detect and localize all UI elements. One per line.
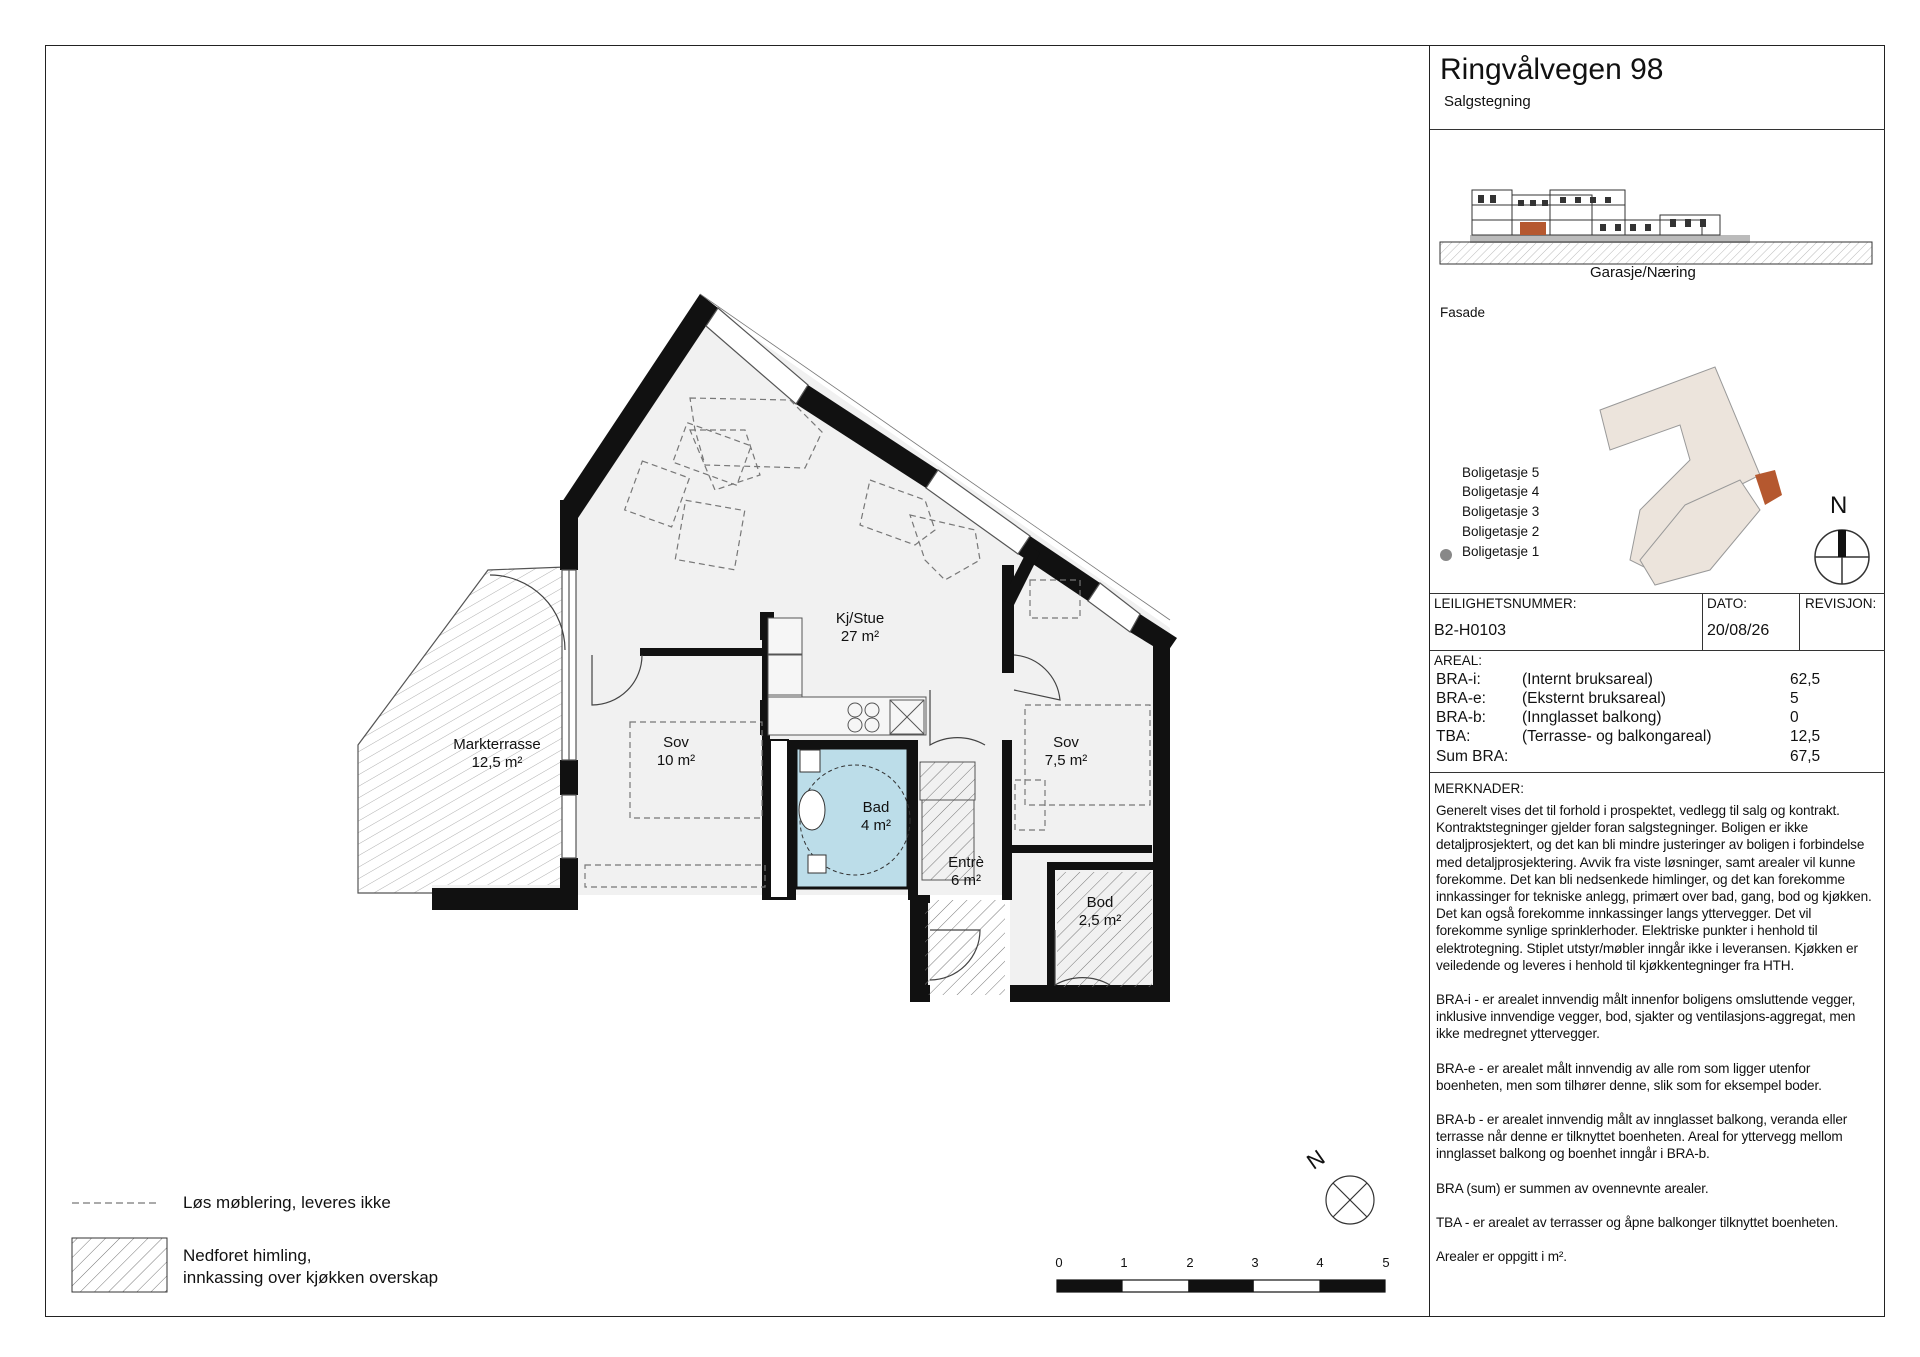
room-label-entry	[948, 854, 984, 890]
areal-code: TBA:	[1436, 728, 1471, 745]
scale-tick-4: 4	[1316, 1255, 1324, 1270]
merknader-notes	[1436, 802, 1880, 1265]
room-area: 12,5 m²	[471, 754, 523, 771]
plan-north-label: N	[1301, 1144, 1330, 1175]
floor-item-3: Boligetasje 3	[1462, 504, 1540, 519]
room-area: 4 m²	[861, 817, 891, 834]
scale-tick-3: 3	[1251, 1255, 1259, 1270]
title-block	[1429, 45, 1885, 1317]
facade-caption: Fasade	[1440, 305, 1486, 320]
legend-hatch-text-2: innkassing over kjøkken overskap	[183, 1268, 439, 1287]
project-subtitle: Salgstegning	[1444, 93, 1531, 110]
room-area: 27 m²	[840, 628, 880, 645]
legend-dashed-text: Løs møblering, leveres ikke	[183, 1193, 391, 1212]
scale-tick-5: 5	[1382, 1255, 1390, 1270]
areal-desc: (Internt bruksareal)	[1522, 671, 1653, 688]
note-paragraph: BRA (sum) er summen av ovennevnte arealer.	[1436, 1180, 1709, 1196]
room-area: 10 m²	[656, 752, 696, 769]
room-area: 7,5 m²	[1044, 752, 1088, 769]
areal-value: 12,5	[1790, 728, 1821, 745]
note-paragraph: Arealer er oppgitt i m².	[1436, 1249, 1567, 1265]
room-label-terrace	[453, 736, 541, 772]
project-title: Ringvålvegen 98	[1440, 53, 1664, 86]
terrace-deck	[358, 567, 565, 893]
note-paragraph: BRA-e - er arealet målt innvendig av alle rom som ligger utenfor boenheten, men som tilhører denne, slik som for eksempel boder.	[1436, 1060, 1822, 1093]
note-paragraph: TBA - er arealet av terrasser og åpne balkonger tilknyttet boenheten.	[1436, 1214, 1839, 1230]
room-name: Entrè	[948, 854, 984, 871]
room-label-bedroom-2	[1045, 734, 1088, 770]
areal-desc: (Innglasset balkong)	[1522, 709, 1662, 726]
facade-garage-label: Garasje/Næring	[1590, 264, 1696, 281]
room-name: Kj/Stue	[835, 610, 885, 627]
floor-item-2: Boligetasje 2	[1462, 524, 1540, 539]
room-label-bathroom	[861, 799, 891, 835]
areal-code: BRA-i:	[1436, 671, 1481, 688]
legend-hatch-text-1: Nedforet himling,	[183, 1246, 312, 1265]
room-label-storage	[1079, 894, 1122, 930]
areal-desc: (Terrasse- og balkongareal)	[1522, 728, 1712, 745]
areal-code: Sum BRA:	[1436, 748, 1509, 765]
room-label-kitchen-living	[836, 610, 884, 646]
scale-tick-2: 2	[1186, 1255, 1194, 1270]
areal-header: AREAL:	[1434, 653, 1483, 668]
date-header: DATO:	[1707, 596, 1748, 611]
floor-item-1: Boligetasje 1	[1462, 544, 1540, 559]
areal-code: BRA-e:	[1436, 690, 1486, 707]
areal-row	[1430, 748, 1886, 768]
room-name: Bod	[1086, 894, 1114, 911]
room-name: Markterrasse	[453, 736, 541, 753]
site-north-label: N	[1830, 492, 1848, 519]
facade-drawing	[1430, 145, 1886, 365]
note-paragraph: BRA-b - er arealet innvendig målt av innglasset balkong, veranda eller terrasse når denne er tilknyttet boenheten. Areal for yttervegg mellom innglasset balkong og boenhet inngår i BRA-b.	[1436, 1112, 1848, 1162]
merknader-header: MERKNADER:	[1434, 781, 1525, 796]
date-value: 20/08/26	[1707, 622, 1770, 639]
floor-item-4: Boligetasje 4	[1462, 484, 1540, 499]
scale-tick-0: 0	[1055, 1255, 1063, 1270]
floor-item-5: Boligetasje 5	[1462, 465, 1540, 480]
areal-value: 0	[1790, 709, 1799, 726]
room-name: Bad	[862, 799, 890, 816]
scale-tick-1: 1	[1120, 1255, 1128, 1270]
areal-value: 67,5	[1790, 748, 1821, 765]
areal-row	[1430, 728, 1886, 748]
revision-header: REVISJON:	[1805, 596, 1877, 611]
areal-row	[1430, 690, 1886, 710]
areal-row	[1430, 709, 1886, 729]
note-paragraph: Generelt vises det til forhold i prospektet, vedlegg til salg og kontrakt. Kontraktstegninger gjelder foran salgstegninger. Boligen er ikke detaljprosjektert, og det kan bli mindre justeringer av boligen i forbindelse med detaljprosjektering. Avvik fra viste løsninger, samt arealer vil kunne forekomme. Det kan bli nedsenkede himlinger, og det kan forekomme innkassinger for tekniske anlegg, primært over bad, gang, bod og kjøkken. Det kan også forekomme innkassinger langs yttervegger. Det vil forekomme synlige sprinklerhoder. Elektriske punkter i henhold til elektrotegning. Stiplet utstyr/møbler inngår ikke i leveransen. Kjøkken er veiledende og leveres i henhold til kjøkkentegninger fra HTH.	[1436, 803, 1872, 973]
room-area: 6 m²	[950, 872, 981, 889]
note-paragraph: BRA-i - er arealet innvendig målt innenfor boligens omsluttende vegger, inklusive innvendige vegger, bod, sjakter og ventilasjons-aggregat, men ikke medregnet yttervegger.	[1436, 992, 1856, 1042]
areal-value: 62,5	[1790, 671, 1821, 688]
room-label-bedroom-1	[657, 734, 695, 770]
areal-code: BRA-b:	[1436, 709, 1486, 726]
room-area: 2,5 m²	[1078, 912, 1122, 929]
room-name: Sov	[1053, 734, 1079, 751]
unit-number-header: LEILIGHETSNUMMER:	[1434, 596, 1577, 611]
room-name: Sov	[663, 734, 689, 751]
areal-row	[1430, 671, 1886, 691]
unit-number-value: B2-H0103	[1434, 622, 1507, 639]
areal-value: 5	[1790, 690, 1799, 707]
areal-desc: (Eksternt bruksareal)	[1522, 690, 1666, 707]
